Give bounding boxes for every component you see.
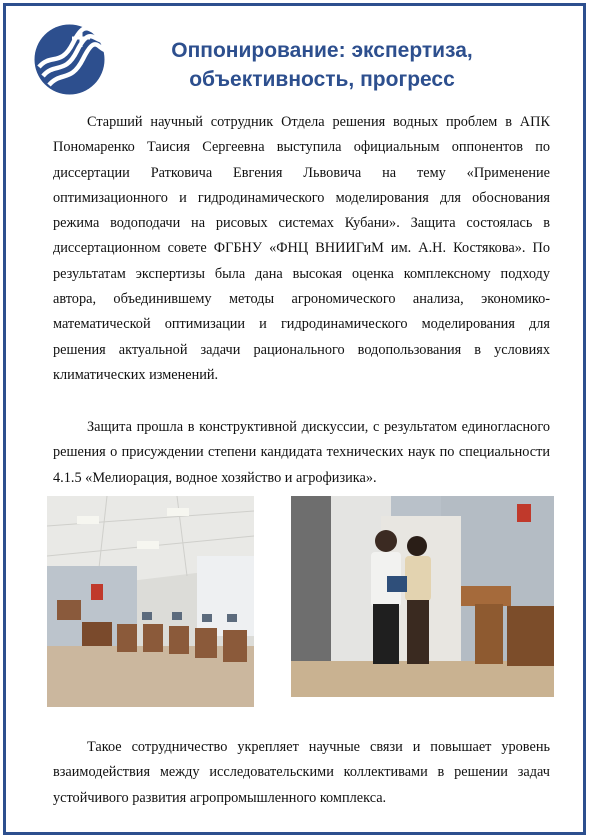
two-people-photo [291, 496, 554, 697]
paragraph-3-text: Такое сотрудничество укрепляет научные связи и повышает уровень взаимодействия между исследовательскими коллективами в решении задач устойчивого развития агропромышленного комплекса. [53, 739, 550, 806]
page-title [112, 36, 532, 94]
title-line-1: Оппонирование: экспертиза, [171, 39, 473, 62]
paragraph-3 [53, 735, 550, 811]
paragraph-1-text: Старший научный сотрудник Отдела решения водных проблем в АПК Пономаренко Таисия Сергеевна выступила официальным оппонентов по диссертации Ратковича Евгения Львовича на тему «Применение оптимизационного и гидродинамического моделирования для обоснования режима водоподачи на рисовых системах Кубани». Защита состоялась в диссертационном совете ФГБНУ «ФНЦ ВНИИГиМ им. А.Н. Костякова». По результатам экспертизы была дана высокая оценка комплексному подходу автора, объединившему методы агрономического анализа, экономико-математической оптимизации и гидродинамического моделирования для решения актуальной задачи рационального водопользования в условиях климатических изменений. [53, 114, 550, 383]
water-stripes-logo-icon [33, 23, 106, 96]
paragraph-2-text: Защита прошла в конструктивной дискуссии, с результатом единогласного решения о присуждении степени кандидата технических наук по специальности 4.1.5 «Мелиорация, водное хозяйство и агрофизика». [53, 419, 550, 486]
paragraph-2 [53, 415, 550, 491]
conference-hall-photo [47, 496, 254, 707]
title-line-2: объективность, прогресс [189, 68, 455, 91]
paragraph-1 [53, 110, 550, 388]
